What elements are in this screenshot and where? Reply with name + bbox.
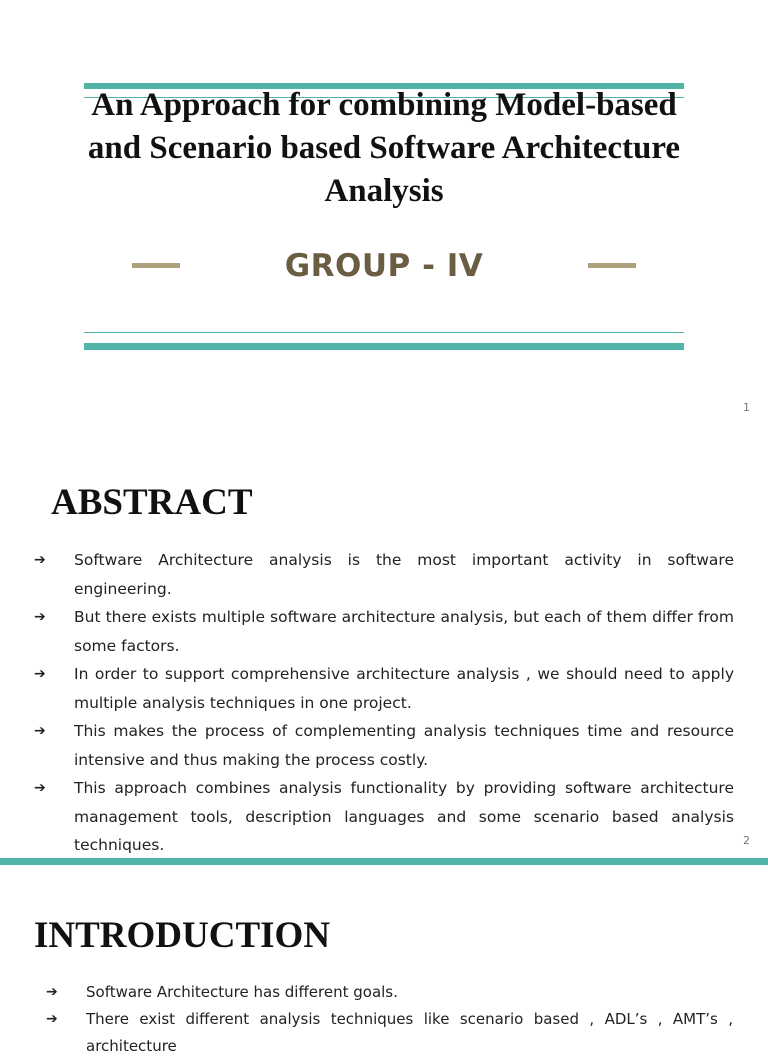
arrow-bullet-icon: ➔ — [46, 1011, 58, 1027]
abstract-slide — [0, 430, 768, 858]
introduction-slide — [0, 865, 768, 1055]
arrow-bullet-icon: ➔ — [34, 723, 46, 739]
list-item: ➔ In order to support comprehensive architecture analysis , we should need to apply multiple analysis techniques in one project. — [34, 660, 734, 717]
title-slide — [0, 0, 768, 430]
list-item: ➔ This approach combines analysis functionality by providing software architecture management tools, description languages and some scenario based analysis techniques. — [34, 774, 734, 860]
group-label: GROUP - IV — [284, 248, 484, 284]
bottom-accent-bar — [84, 343, 684, 350]
bottom-accent-line — [84, 332, 684, 333]
slide-title: An Approach for combining Model-based and Scenario based Software Architecture Analysis — [87, 87, 681, 209]
arrow-bullet-icon: ➔ — [46, 984, 58, 1000]
left-title-dash — [132, 263, 180, 268]
list-item: ➔ But there exists multiple software architecture analysis, but each of them differ from some factors. — [34, 603, 734, 660]
right-title-dash — [588, 263, 636, 268]
page-number: 1 — [743, 401, 750, 414]
abstract-bullet-list — [34, 546, 734, 860]
arrow-bullet-icon: ➔ — [34, 552, 46, 568]
list-item: ➔ There exist different analysis techniques like scenario based , ADL’s , AMT’s , architecture — [46, 1006, 733, 1060]
arrow-bullet-icon: ➔ — [34, 780, 46, 796]
arrow-bullet-icon: ➔ — [34, 609, 46, 625]
list-item: ➔ Software Architecture analysis is the most important activity in software engineering. — [34, 546, 734, 603]
slide-divider — [0, 858, 768, 865]
list-item: ➔ Software Architecture has different goals. — [46, 979, 733, 1006]
page-number: 2 — [743, 834, 750, 847]
introduction-bullet-list — [46, 979, 733, 1060]
list-item: ➔ This makes the process of complementing analysis techniques time and resource intensive and thus making the process costly. — [34, 717, 734, 774]
introduction-heading: INTRODUCTION — [34, 915, 331, 956]
arrow-bullet-icon: ➔ — [34, 666, 46, 682]
abstract-heading: ABSTRACT — [51, 482, 253, 523]
